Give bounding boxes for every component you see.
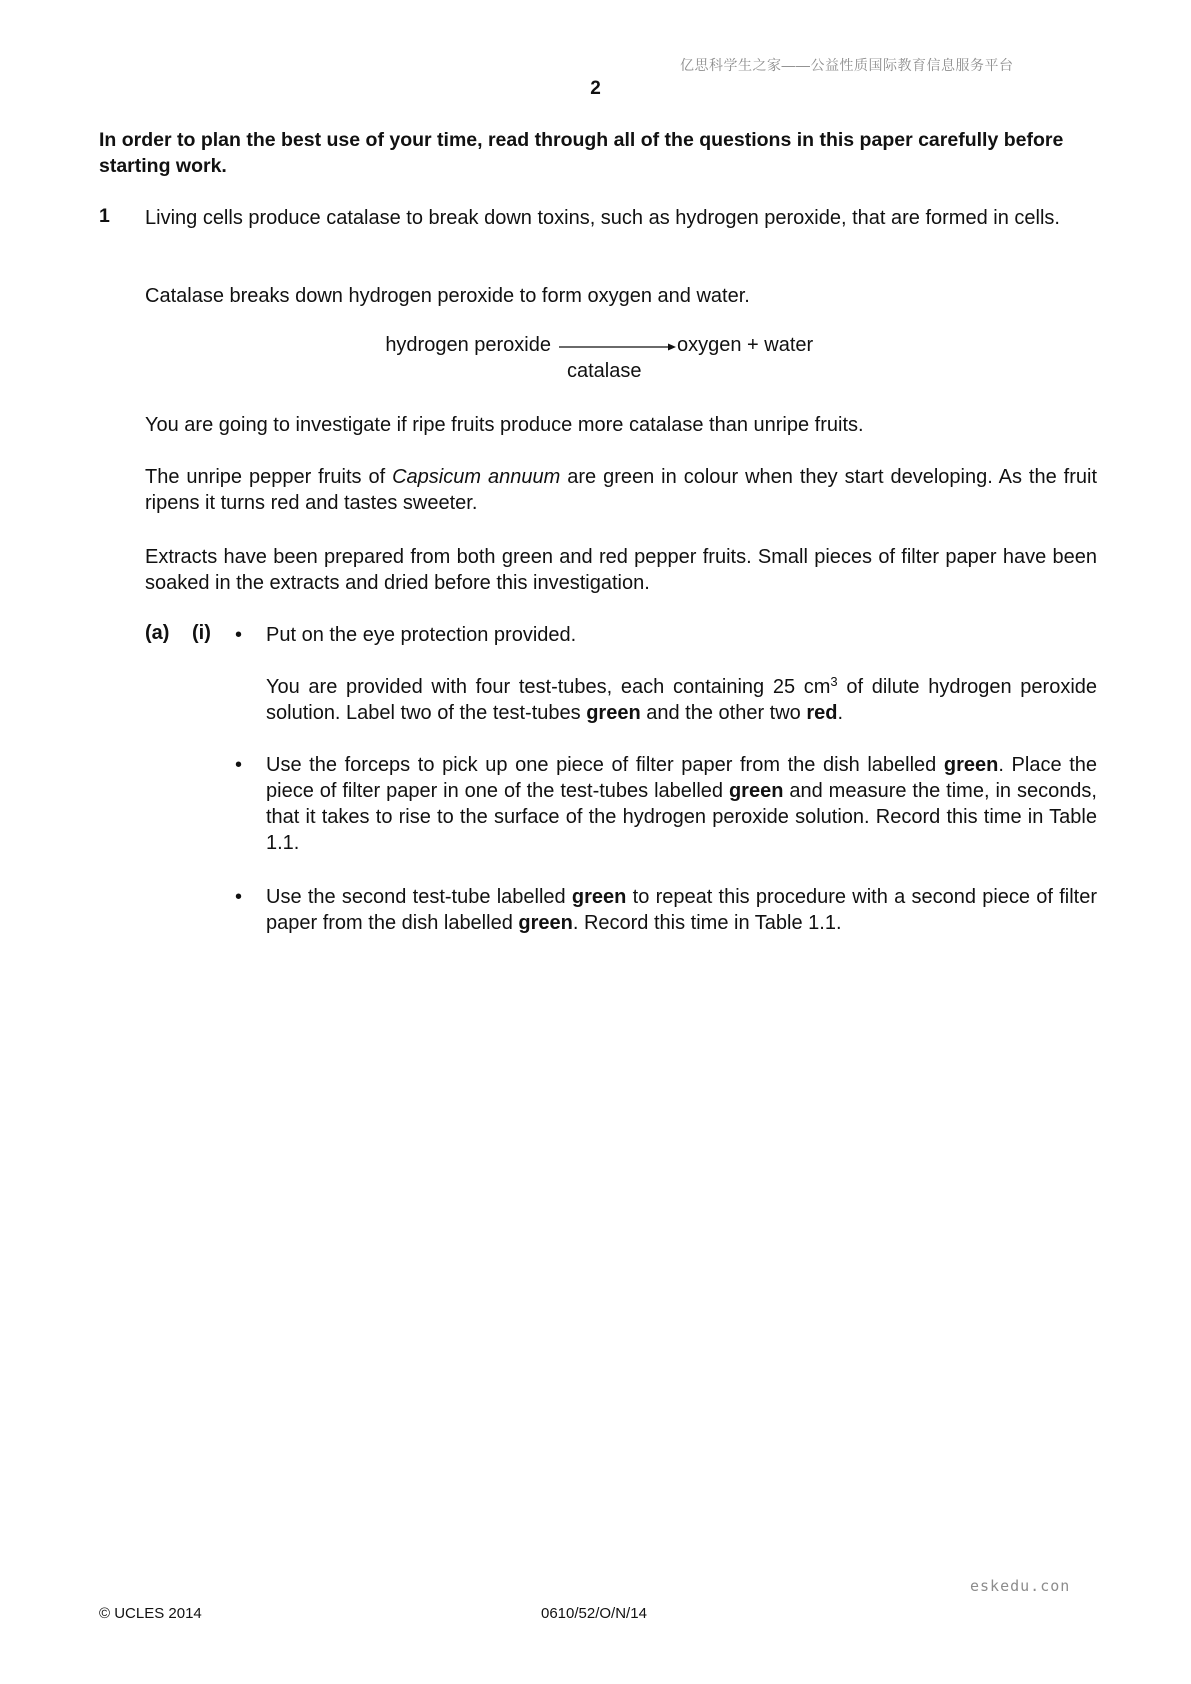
part-label: (a) [145, 622, 170, 644]
watermark-header: 亿思科学生之家——公益性质国际教育信息服务平台 [680, 57, 1014, 73]
bullet-icon: • [235, 886, 243, 908]
equation-catalyst: catalase [567, 360, 642, 382]
reaction-arrow-icon [557, 338, 677, 354]
question-number: 1 [99, 205, 110, 227]
catalase-statement: Catalase breaks down hydrogen peroxide to form oxygen and water. [145, 285, 750, 307]
species-name: Capsicum annuum [392, 466, 561, 488]
page-number: 2 [590, 78, 601, 99]
investigation-aim: You are going to investigate if ripe fruits produce more catalase than unripe fruits. [145, 414, 864, 436]
step-eye-protection: Put on the eye protection provided. [266, 624, 577, 646]
question-intro: Living cells produce catalase to break down toxins, such as hydrogen peroxide, that are formed in cells. [145, 207, 1060, 229]
extracts-description: Extracts have been prepared from both green and red pepper fruits. Small pieces of filter paper have been soaked in the extracts and dried before this investigation. [145, 546, 1097, 594]
exam-instructions: In order to plan the best use of your time, read through all of the questions in this paper carefully before starting work. [99, 129, 1064, 177]
paper-code: 0610/52/O/N/14 [541, 1605, 647, 1622]
equation-product: oxygen + water [677, 334, 814, 356]
subpart-label: (i) [192, 622, 211, 644]
step-filter-paper: Use the forceps to pick up one piece of filter paper from the dish labelled green. Place the piece of filter paper in one of the test-tubes labelled green and measure the time, in seconds, that it takes to rise to the surface of the hydrogen peroxide solution. Record this time in Table 1.1. [266, 754, 1097, 854]
step-repeat: Use the second test-tube labelled green to repeat this procedure with a second piece of filter paper from the dish labelled green. Record this time in Table 1.1. [266, 886, 1097, 934]
bullet-icon: • [235, 754, 243, 776]
bullet-icon: • [235, 624, 243, 646]
copyright: © UCLES 2014 [99, 1605, 202, 1622]
provided-materials: You are provided with four test-tubes, each containing 25 $cm^3$ of dilute hydrogen peroxide solution. Label two of the test-tubes green and the other two red. [266, 674, 1098, 724]
pepper-description: The unripe pepper fruits of Capsicum annuum are green in colour when they start developing. As the fruit ripens it turns red and tastes sweeter. [145, 466, 1098, 514]
watermark-footer: eskedu.con [970, 1577, 1071, 1595]
equation-reactant: hydrogen peroxide [385, 334, 551, 356]
